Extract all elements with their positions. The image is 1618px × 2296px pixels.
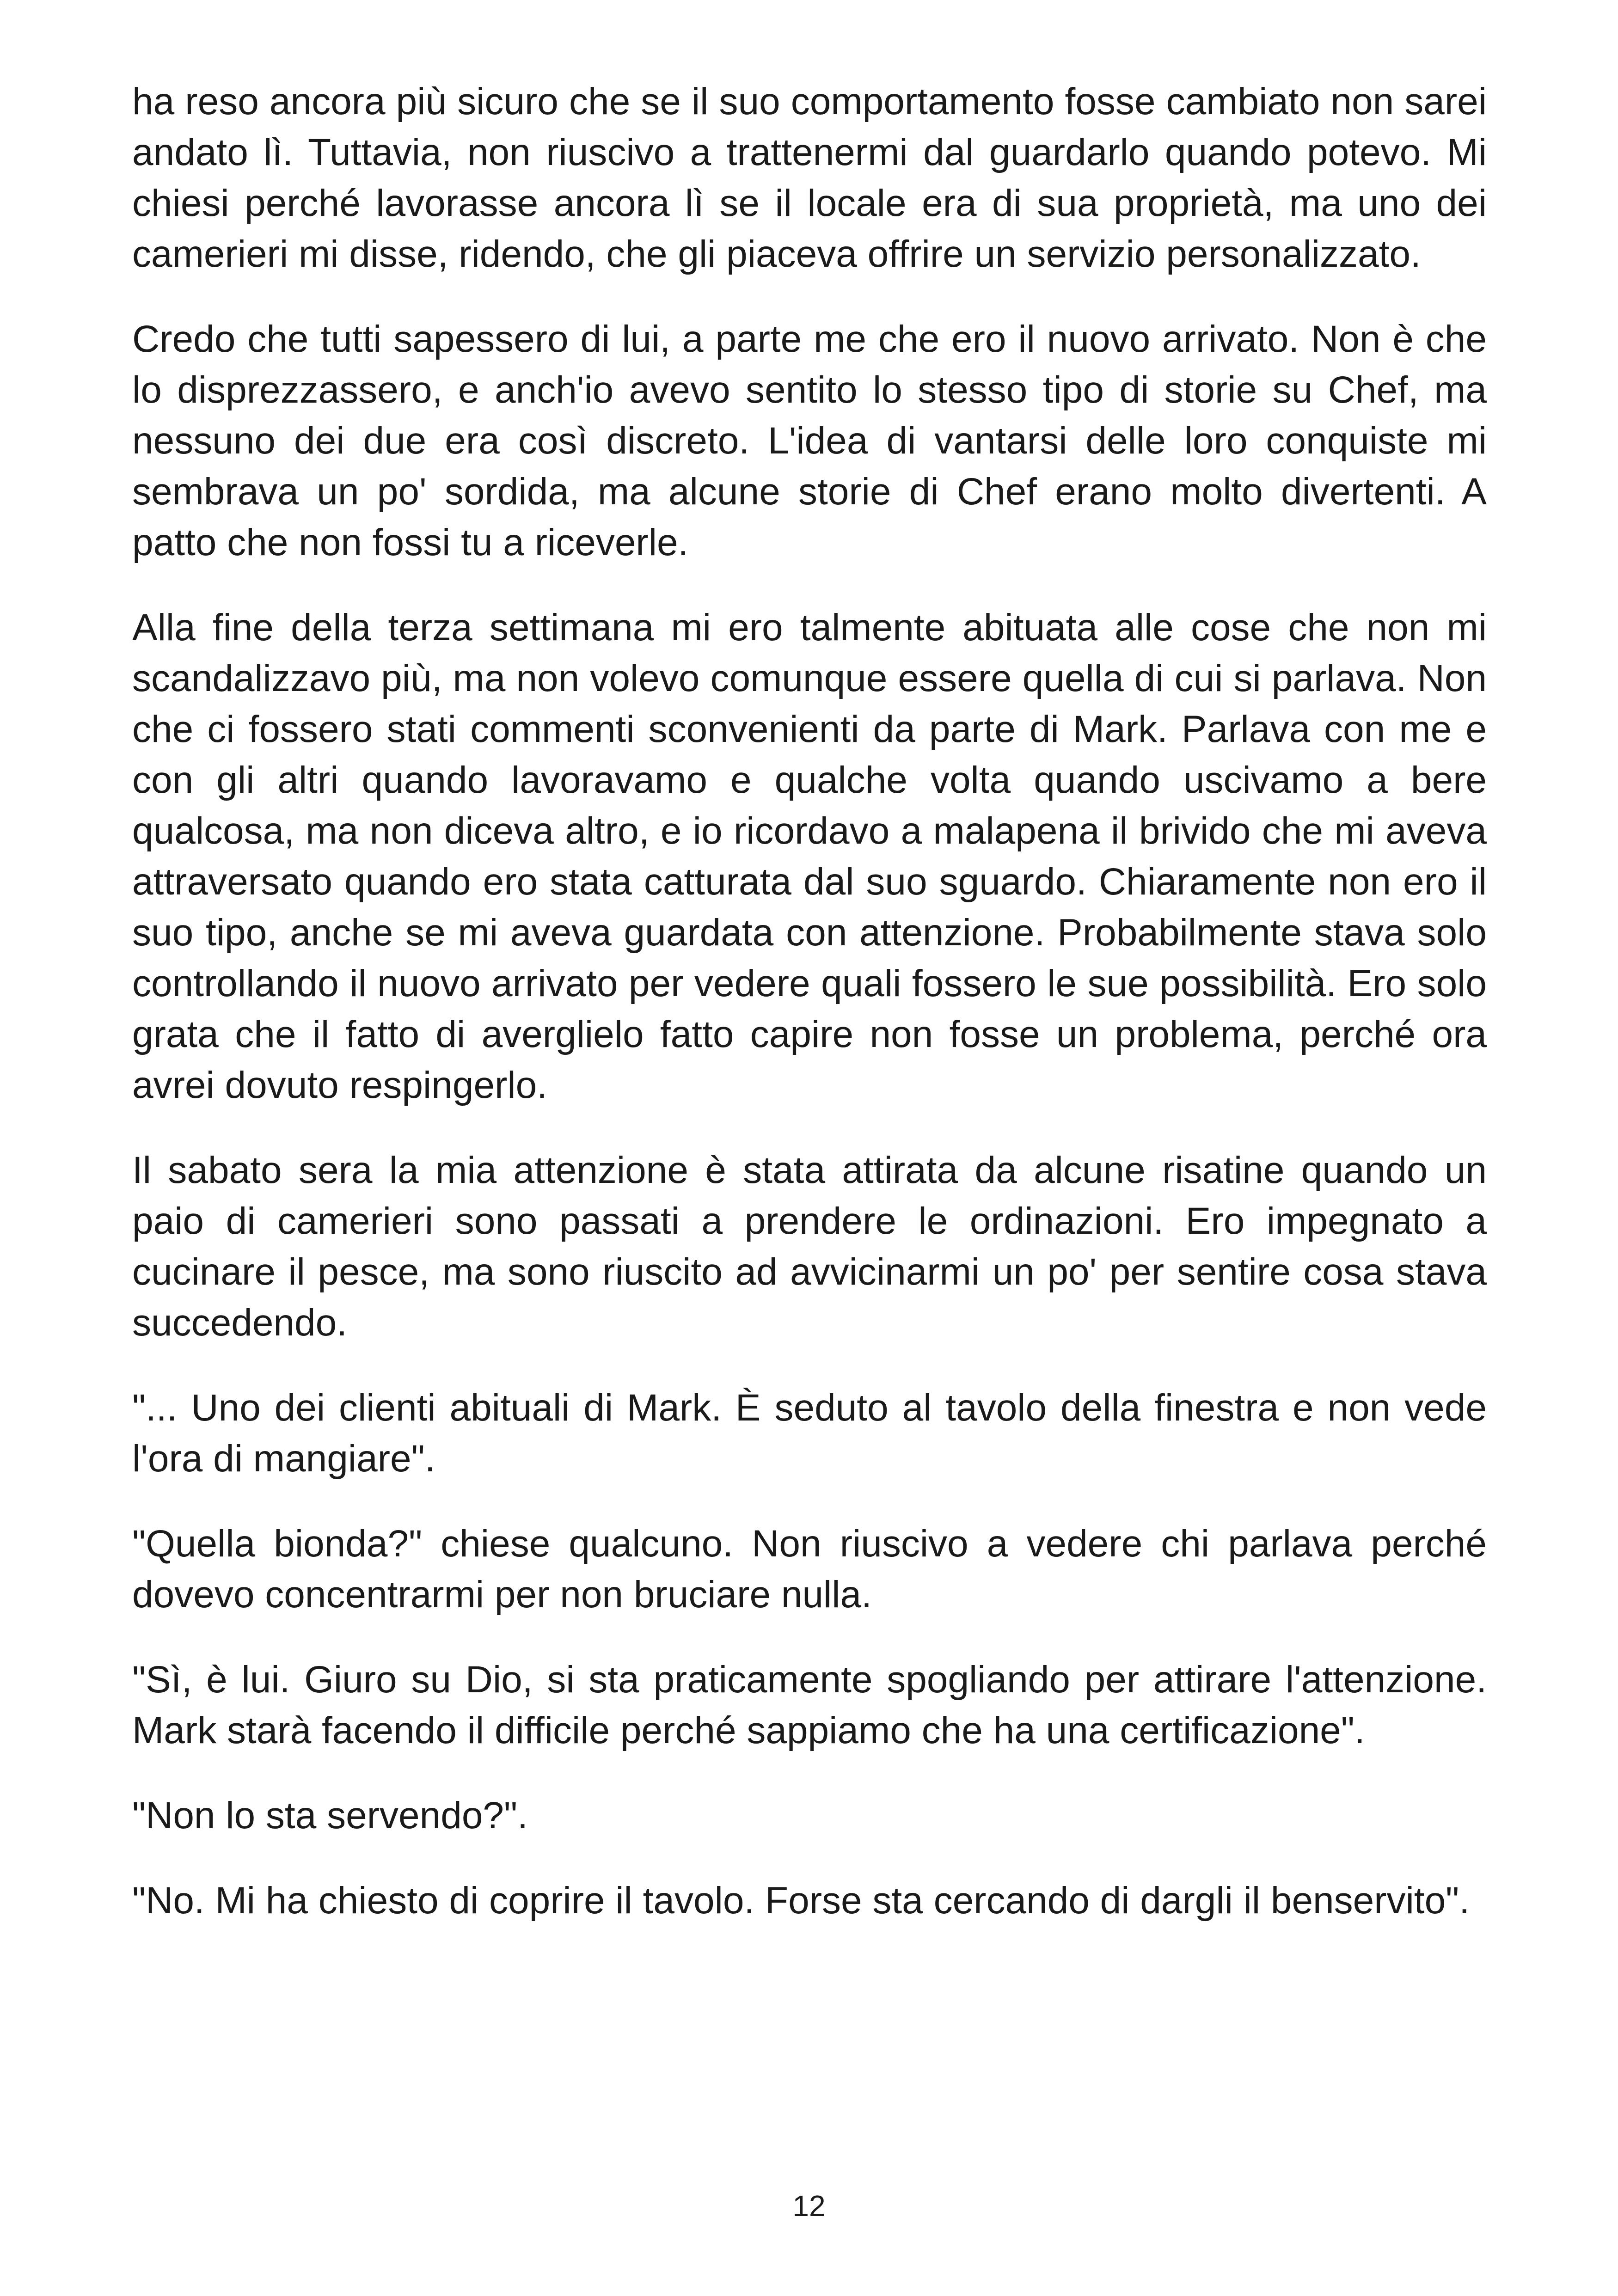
- page-body: [132, 76, 1487, 1960]
- paragraph: "... Uno dei clienti abituali di Mark. È seduto al tavolo della finestra e non vede l'ora di mangiare".: [132, 1387, 1487, 1480]
- paragraph: "Sì, è lui. Giuro su Dio, si sta praticamente spogliando per attirare l'attenzione. Mark starà facendo il difficile perché sappiamo che ha una certificazione".: [132, 1659, 1487, 1751]
- paragraph: "No. Mi ha chiesto di coprire il tavolo. Forse sta cercando di dargli il benservito".: [132, 1880, 1470, 1922]
- paragraph: Alla fine della terza settimana mi ero talmente abituata alle cose che non mi scandalizzavo più, ma non volevo comunque essere quella di cui si parlava. Non che ci fossero stati commenti sconvenienti da parte di Mark. Parlava con me e con gli altri quando lavoravamo e qualche volta quando uscivamo a bere qualcosa, ma non diceva altro, e io ricordavo a malapena il brivido che mi aveva attraversato quando ero stata catturata dal suo sguardo. Chiaramente non ero il suo tipo, anche se mi aveva guardata con attenzione. Probabilmente stava solo controllando il nuovo arrivato per vedere quali fossero le sue possibilità. Ero solo grata che il fatto di averglielo fatto capire non fosse un problema, perché ora avrei dovuto respingerlo.: [132, 606, 1487, 1106]
- paragraph: "Quella bionda?" chiese qualcuno. Non riuscivo a vedere chi parlava perché dovevo concentrarmi per non bruciare nulla.: [132, 1523, 1487, 1616]
- paragraph: Credo che tutti sapessero di lui, a parte me che ero il nuovo arrivato. Non è che lo disprezzassero, e anch'io avevo sentito lo stesso tipo di storie su Chef, ma nessuno dei due era così discreto. L'idea di vantarsi delle loro conquiste mi sembrava un po' sordida, ma alcune storie di Chef erano molto divertenti. A patto che non fossi tu a riceverle.: [132, 318, 1487, 563]
- paragraph: Il sabato sera la mia attenzione è stata attirata da alcune risatine quando un paio di camerieri sono passati a prendere le ordinazioni. Ero impegnato a cucinare il pesce, ma sono riuscito ad avvicinarmi un po' per sentire cosa stava succedendo.: [132, 1149, 1487, 1344]
- page-number: 12: [792, 2189, 826, 2223]
- paragraph: "Non lo sta servendo?".: [132, 1794, 528, 1837]
- paragraph: ha reso ancora più sicuro che se il suo comportamento fosse cambiato non sarei andato lì. Tuttavia, non riuscivo a trattenermi dal guardarlo quando potevo. Mi chiesi perché lavorasse ancora lì se il locale era di sua proprietà, ma uno dei camerieri mi disse, ridendo, che gli piaceva offrire un servizio personalizzato.: [132, 80, 1487, 275]
